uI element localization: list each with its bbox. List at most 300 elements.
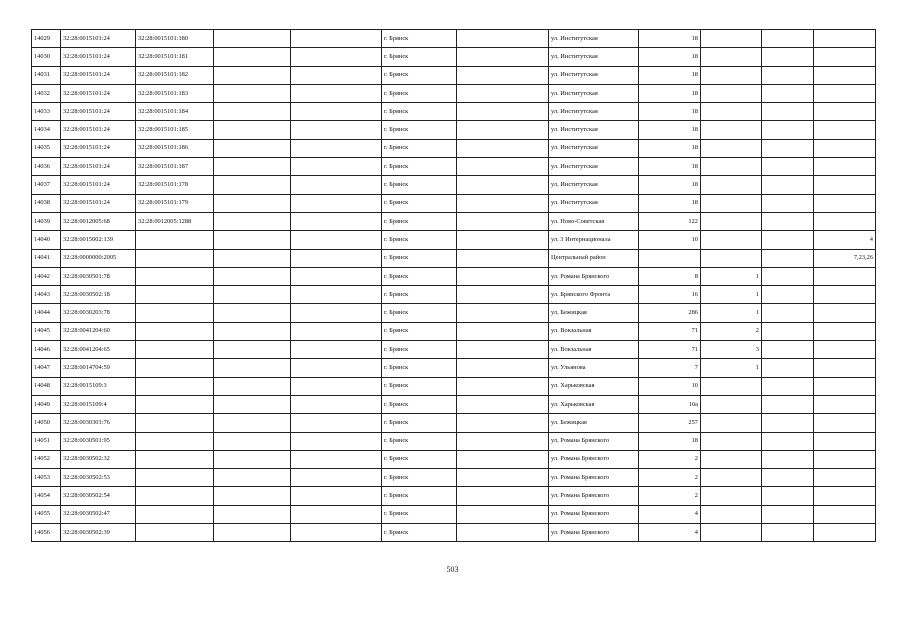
house-number-cell: 10 [639,377,701,395]
column-4-cell [214,395,291,413]
house-number-cell: 286 [639,304,701,322]
column-5-cell [291,249,382,267]
object-cadastral-number-cell [136,524,214,542]
object-cadastral-number-cell: 32:28:0015101:181 [136,48,214,66]
column-4-cell [214,231,291,249]
house-number-cell: 16 [639,286,701,304]
street-cell: ул. Институтская [549,66,639,84]
column-5-cell [291,414,382,432]
house-number-cell: 2 [639,487,701,505]
column-4-cell [214,84,291,102]
column-5-cell [291,121,382,139]
table-row [32,524,876,542]
table-row [32,139,876,157]
column-7-cell [457,450,549,468]
building-number-cell [701,487,762,505]
column-11-cell [762,341,814,359]
city-cell: г. Брянск [382,341,457,359]
house-number-cell: 8 [639,267,701,285]
column-5-cell [291,304,382,322]
column-11-cell [762,432,814,450]
street-cell: ул. Романа Брянского [549,450,639,468]
street-cell: Центральный район [549,249,639,267]
column-4-cell [214,30,291,48]
house-number-cell: 10 [639,231,701,249]
column-5-cell [291,84,382,102]
record-number-cell: 14043 [32,286,61,304]
page-number: 503 [446,565,459,574]
object-cadastral-number-cell [136,359,214,377]
room-number-cell [814,322,876,340]
table-body [32,30,876,542]
column-4-cell [214,359,291,377]
column-5-cell [291,231,382,249]
object-cadastral-number-cell [136,304,214,322]
column-7-cell [457,414,549,432]
building-number-cell: 1 [701,304,762,322]
record-number-cell: 14056 [32,524,61,542]
parcel-cadastral-number-cell: 32:28:0030502:53 [61,469,136,487]
column-7-cell [457,505,549,523]
city-cell: г. Брянск [382,139,457,157]
column-5-cell [291,267,382,285]
street-cell: ул. Харьковская [549,395,639,413]
column-7-cell [457,121,549,139]
record-number-cell: 14052 [32,450,61,468]
object-cadastral-number-cell: 32:28:0015101:183 [136,84,214,102]
building-number-cell [701,66,762,84]
parcel-cadastral-number-cell: 32:28:0015101:24 [61,176,136,194]
column-4-cell [214,176,291,194]
building-number-cell [701,103,762,121]
room-number-cell [814,84,876,102]
table-row [32,432,876,450]
record-number-cell: 14032 [32,84,61,102]
city-cell: г. Брянск [382,176,457,194]
parcel-cadastral-number-cell: 32:28:0030501:95 [61,432,136,450]
street-cell: ул. Бежицкая [549,414,639,432]
room-number-cell [814,212,876,230]
record-number-cell: 14044 [32,304,61,322]
parcel-cadastral-number-cell: 32:28:0015002:139 [61,231,136,249]
building-number-cell [701,395,762,413]
column-7-cell [457,469,549,487]
column-4-cell [214,158,291,176]
record-number-cell: 14035 [32,139,61,157]
column-11-cell [762,450,814,468]
column-11-cell [762,66,814,84]
record-number-cell: 14053 [32,469,61,487]
record-number-cell: 14038 [32,194,61,212]
column-11-cell [762,524,814,542]
record-number-cell: 14029 [32,30,61,48]
object-cadastral-number-cell [136,487,214,505]
parcel-cadastral-number-cell: 32:28:0015101:24 [61,103,136,121]
city-cell: г. Брянск [382,395,457,413]
column-11-cell [762,103,814,121]
column-4-cell [214,322,291,340]
object-cadastral-number-cell [136,450,214,468]
column-11-cell [762,395,814,413]
table-row [32,103,876,121]
object-cadastral-number-cell [136,249,214,267]
building-number-cell [701,30,762,48]
table-row [32,267,876,285]
city-cell: г. Брянск [382,194,457,212]
record-number-cell: 14054 [32,487,61,505]
parcel-cadastral-number-cell: 32:28:0030301:76 [61,414,136,432]
building-number-cell: 1 [701,267,762,285]
column-5-cell [291,103,382,121]
street-cell: ул. Институтская [549,48,639,66]
table-row [32,377,876,395]
records-table [31,29,876,542]
building-number-cell [701,48,762,66]
city-cell: г. Брянск [382,30,457,48]
building-number-cell [701,139,762,157]
city-cell: г. Брянск [382,322,457,340]
column-7-cell [457,432,549,450]
house-number-cell: 18 [639,84,701,102]
record-number-cell: 14039 [32,212,61,230]
house-number-cell: 4 [639,505,701,523]
column-7-cell [457,48,549,66]
building-number-cell [701,212,762,230]
city-cell: г. Брянск [382,450,457,468]
city-cell: г. Брянск [382,469,457,487]
object-cadastral-number-cell [136,341,214,359]
column-4-cell [214,505,291,523]
table-row [32,84,876,102]
column-7-cell [457,194,549,212]
building-number-cell [701,158,762,176]
column-4-cell [214,524,291,542]
column-5-cell [291,176,382,194]
column-7-cell [457,30,549,48]
room-number-cell [814,176,876,194]
column-7-cell [457,158,549,176]
column-7-cell [457,487,549,505]
column-4-cell [214,469,291,487]
object-cadastral-number-cell: 32:28:0015101:180 [136,30,214,48]
column-11-cell [762,48,814,66]
column-5-cell [291,66,382,84]
column-11-cell [762,469,814,487]
room-number-cell [814,377,876,395]
column-5-cell [291,341,382,359]
column-5-cell [291,395,382,413]
building-number-cell [701,121,762,139]
house-number-cell: 257 [639,414,701,432]
city-cell: г. Брянск [382,84,457,102]
city-cell: г. Брянск [382,212,457,230]
column-4-cell [214,121,291,139]
record-number-cell: 14040 [32,231,61,249]
building-number-cell [701,414,762,432]
column-11-cell [762,505,814,523]
house-number-cell: 2 [639,469,701,487]
column-7-cell [457,524,549,542]
column-5-cell [291,450,382,468]
city-cell: г. Брянск [382,66,457,84]
table-row [32,395,876,413]
street-cell: ул. Романа Брянского [549,524,639,542]
column-11-cell [762,377,814,395]
column-7-cell [457,322,549,340]
city-cell: г. Брянск [382,158,457,176]
column-11-cell [762,194,814,212]
column-7-cell [457,139,549,157]
parcel-cadastral-number-cell: 32:28:0030501:78 [61,267,136,285]
record-number-cell: 14030 [32,48,61,66]
column-7-cell [457,267,549,285]
parcel-cadastral-number-cell: 32:28:0014704:59 [61,359,136,377]
room-number-cell [814,66,876,84]
building-number-cell [701,505,762,523]
column-11-cell [762,286,814,304]
house-number-cell: 7 [639,359,701,377]
object-cadastral-number-cell [136,377,214,395]
house-number-cell: 18 [639,103,701,121]
table-row [32,286,876,304]
parcel-cadastral-number-cell: 32:28:0015101:24 [61,158,136,176]
column-7-cell [457,377,549,395]
room-number-cell [814,487,876,505]
object-cadastral-number-cell: 32:28:0015101:187 [136,158,214,176]
street-cell: ул. Вокзальная [549,341,639,359]
column-7-cell [457,359,549,377]
parcel-cadastral-number-cell: 32:28:0030203:78 [61,304,136,322]
street-cell: ул. Институтская [549,139,639,157]
column-7-cell [457,249,549,267]
column-11-cell [762,121,814,139]
record-number-cell: 14042 [32,267,61,285]
city-cell: г. Брянск [382,249,457,267]
street-cell: ул. Институтская [549,158,639,176]
house-number-cell: 10а [639,395,701,413]
object-cadastral-number-cell: 32:28:0015101:182 [136,66,214,84]
parcel-cadastral-number-cell: 32:28:0030502:18 [61,286,136,304]
street-cell: ул. Романа Брянского [549,487,639,505]
street-cell: ул. Вокзальная [549,322,639,340]
column-11-cell [762,249,814,267]
street-cell: ул. Бежицкая [549,304,639,322]
parcel-cadastral-number-cell: 32:28:0015101:24 [61,30,136,48]
column-5-cell [291,432,382,450]
record-number-cell: 14031 [32,66,61,84]
street-cell: ул. Харьковская [549,377,639,395]
column-5-cell [291,30,382,48]
column-5-cell [291,212,382,230]
column-7-cell [457,341,549,359]
column-11-cell [762,359,814,377]
column-4-cell [214,341,291,359]
object-cadastral-number-cell [136,322,214,340]
building-number-cell [701,249,762,267]
column-5-cell [291,286,382,304]
parcel-cadastral-number-cell: 32:28:0015101:24 [61,121,136,139]
table-row [32,304,876,322]
column-4-cell [214,48,291,66]
room-number-cell [814,121,876,139]
column-11-cell [762,304,814,322]
house-number-cell: 18 [639,48,701,66]
city-cell: г. Брянск [382,231,457,249]
house-number-cell: 2 [639,450,701,468]
street-cell: ул. Институтская [549,176,639,194]
building-number-cell: 1 [701,359,762,377]
column-11-cell [762,30,814,48]
street-cell: ул. Романа Брянского [549,469,639,487]
house-number-cell: 18 [639,66,701,84]
street-cell: ул. Институтская [549,103,639,121]
column-5-cell [291,524,382,542]
parcel-cadastral-number-cell: 32:28:0015109:4 [61,395,136,413]
house-number-cell: 18 [639,194,701,212]
room-number-cell [814,469,876,487]
street-cell: ул. Брянского Фронта [549,286,639,304]
city-cell: г. Брянск [382,359,457,377]
street-cell: ул. Институтская [549,30,639,48]
column-5-cell [291,487,382,505]
city-cell: г. Брянск [382,267,457,285]
table-row [32,487,876,505]
column-5-cell [291,377,382,395]
table-row [32,359,876,377]
building-number-cell: 3 [701,341,762,359]
object-cadastral-number-cell: 32:28:0012005:1288 [136,212,214,230]
table-row [32,505,876,523]
column-11-cell [762,267,814,285]
parcel-cadastral-number-cell: 32:28:0015109:3 [61,377,136,395]
column-11-cell [762,414,814,432]
table-row [32,231,876,249]
column-11-cell [762,158,814,176]
object-cadastral-number-cell: 32:28:0015101:178 [136,176,214,194]
city-cell: г. Брянск [382,304,457,322]
building-number-cell [701,194,762,212]
column-7-cell [457,212,549,230]
room-number-cell [814,432,876,450]
column-7-cell [457,304,549,322]
city-cell: г. Брянск [382,377,457,395]
city-cell: г. Брянск [382,121,457,139]
building-number-cell [701,432,762,450]
street-cell: ул. Ульянова [549,359,639,377]
column-5-cell [291,139,382,157]
building-number-cell [701,176,762,194]
room-number-cell [814,450,876,468]
column-4-cell [214,103,291,121]
column-11-cell [762,139,814,157]
object-cadastral-number-cell [136,231,214,249]
room-number-cell: 4 [814,231,876,249]
column-7-cell [457,66,549,84]
object-cadastral-number-cell: 32:28:0015101:184 [136,103,214,121]
column-4-cell [214,487,291,505]
room-number-cell [814,139,876,157]
street-cell: ул. Институтская [549,194,639,212]
record-number-cell: 14033 [32,103,61,121]
building-number-cell [701,450,762,468]
record-number-cell: 14045 [32,322,61,340]
object-cadastral-number-cell [136,414,214,432]
column-5-cell [291,469,382,487]
street-cell: ул. Романа Брянского [549,267,639,285]
room-number-cell [814,359,876,377]
city-cell: г. Брянск [382,524,457,542]
column-4-cell [214,194,291,212]
parcel-cadastral-number-cell: 32:28:0030502:32 [61,450,136,468]
object-cadastral-number-cell: 32:28:0015101:186 [136,139,214,157]
column-5-cell [291,322,382,340]
room-number-cell: 7,23,26 [814,249,876,267]
record-number-cell: 14047 [32,359,61,377]
record-number-cell: 14036 [32,158,61,176]
parcel-cadastral-number-cell: 32:28:0015101:24 [61,139,136,157]
street-cell: ул. Институтская [549,84,639,102]
record-number-cell: 14055 [32,505,61,523]
house-number-cell: 18 [639,30,701,48]
table-row [32,414,876,432]
parcel-cadastral-number-cell: 32:28:0041204:65 [61,341,136,359]
record-number-cell: 14037 [32,176,61,194]
parcel-cadastral-number-cell: 32:28:0015101:24 [61,48,136,66]
column-11-cell [762,231,814,249]
column-4-cell [214,212,291,230]
record-number-cell: 14048 [32,377,61,395]
street-cell: ул. Институтская [549,121,639,139]
column-5-cell [291,194,382,212]
object-cadastral-number-cell [136,469,214,487]
room-number-cell [814,158,876,176]
building-number-cell [701,377,762,395]
house-number-cell: 18 [639,432,701,450]
column-5-cell [291,359,382,377]
city-cell: г. Брянск [382,487,457,505]
column-11-cell [762,212,814,230]
column-7-cell [457,286,549,304]
object-cadastral-number-cell [136,505,214,523]
column-7-cell [457,176,549,194]
city-cell: г. Брянск [382,505,457,523]
room-number-cell [814,505,876,523]
record-number-cell: 14049 [32,395,61,413]
house-number-cell: 18 [639,121,701,139]
column-4-cell [214,414,291,432]
column-7-cell [457,231,549,249]
table-row [32,30,876,48]
record-number-cell: 14034 [32,121,61,139]
column-5-cell [291,505,382,523]
building-number-cell [701,231,762,249]
street-cell: ул. Ново-Советская [549,212,639,230]
parcel-cadastral-number-cell: 32:28:0000000:2005 [61,249,136,267]
table-row [32,469,876,487]
column-4-cell [214,66,291,84]
room-number-cell [814,304,876,322]
house-number-cell: 18 [639,139,701,157]
room-number-cell [814,103,876,121]
building-number-cell: 2 [701,322,762,340]
building-number-cell [701,524,762,542]
room-number-cell [814,267,876,285]
column-4-cell [214,249,291,267]
house-number-cell: 71 [639,322,701,340]
room-number-cell [814,395,876,413]
street-cell: ул. 3 Интернационала [549,231,639,249]
object-cadastral-number-cell: 32:28:0015101:179 [136,194,214,212]
